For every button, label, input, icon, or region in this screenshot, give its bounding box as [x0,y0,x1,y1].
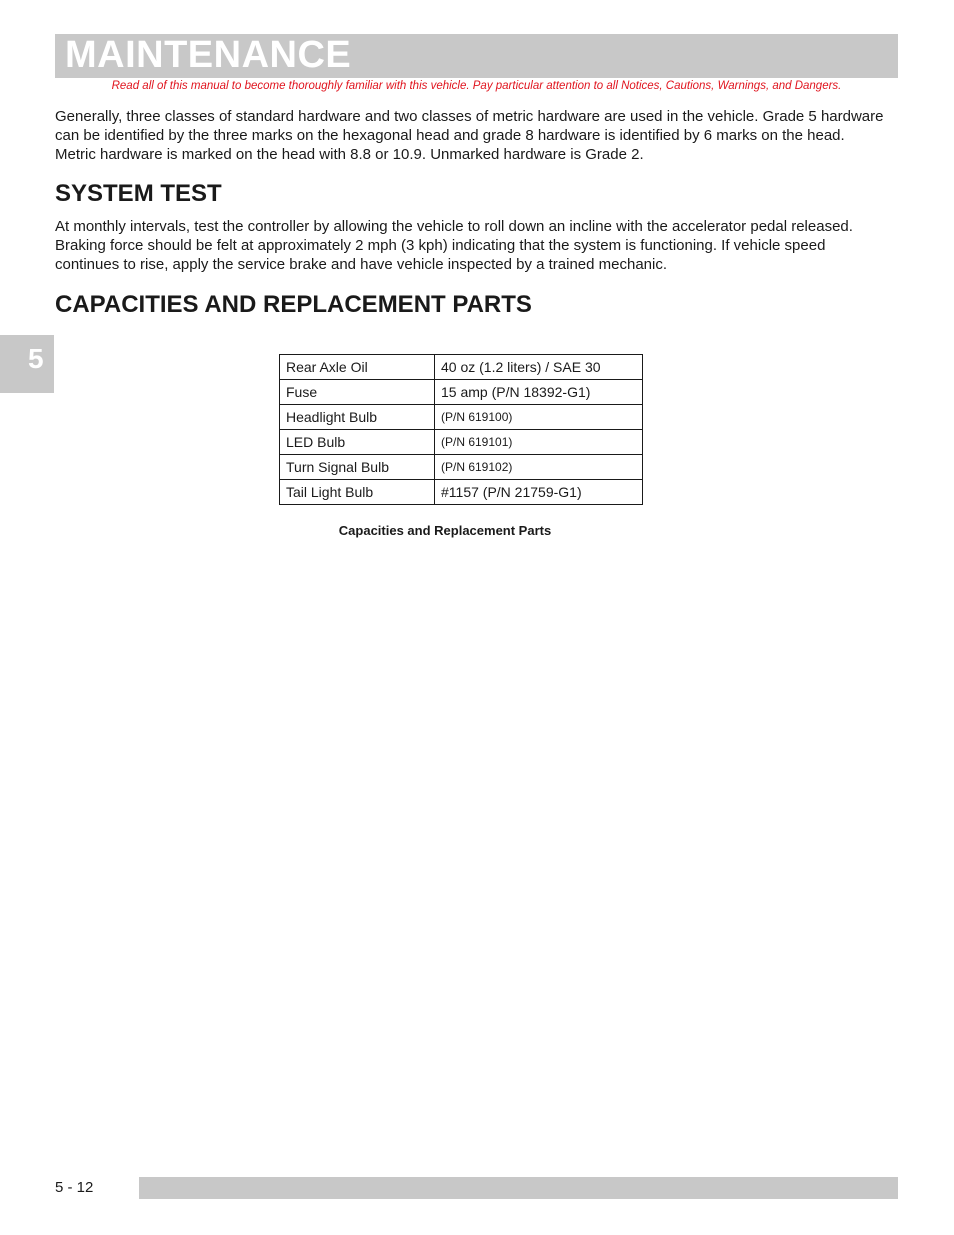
header-bar [55,34,898,78]
page-number: 5 - 12 [55,1179,94,1196]
capacities-heading: CAPACITIES AND REPLACEMENT PARTS [55,291,532,318]
item-cell: Fuse [280,380,435,405]
value-cell: #1157 (P/N 21759-G1) [435,480,643,505]
table-row [280,480,643,505]
value-cell: 15 amp (P/N 18392-G1) [435,380,643,405]
table-row [280,405,643,430]
item-cell: Tail Light Bulb [280,480,435,505]
table-row [280,355,643,380]
item-cell: Turn Signal Bulb [280,455,435,480]
footer-bar [139,1177,898,1199]
chapter-number: 5 [28,343,44,374]
intro-paragraph: Generally, three classes of standard hardware and two classes of metric hardware are used in the vehicle. Grade 5 hardware can be identified by the three marks on the hexagonal head and grade 8 hardware is identified by 6 marks on the head. Metric hardware is marked on the head with 8.8 or 10.9. Unmarked hardware is Grade 2. [55,108,884,163]
table-row [280,430,643,455]
value-cell: 40 oz (1.2 liters) / SAE 30 [435,355,643,380]
value-cell: (P/N 619100) [435,405,643,430]
value-cell: (P/N 619101) [435,430,643,455]
capacities-table [279,354,643,505]
system-test-heading: SYSTEM TEST [55,180,222,207]
table-row [280,455,643,480]
system-test-paragraph: At monthly intervals, test the controller by allowing the vehicle to roll down an incline with the accelerator pedal released. Braking force should be felt at approximately 2 mph (3 kph) indicating that the system is functioning. If vehicle speed continues to rise, apply the service brake and have vehicle inspected by a trained mechanic. [55,218,853,273]
page-title: MAINTENANCE [65,34,352,76]
table-row [280,380,643,405]
value-cell: (P/N 619102) [435,455,643,480]
item-cell: Rear Axle Oil [280,355,435,380]
item-cell: LED Bulb [280,430,435,455]
chapter-tab [0,335,54,393]
safety-notice: Read all of this manual to become thoroughly familiar with this vehicle. Pay particular attention to all Notices, Cautions, Warnings, and Dangers. [111,80,842,92]
item-cell: Headlight Bulb [280,405,435,430]
table-caption: Capacities and Replacement Parts [338,523,552,538]
